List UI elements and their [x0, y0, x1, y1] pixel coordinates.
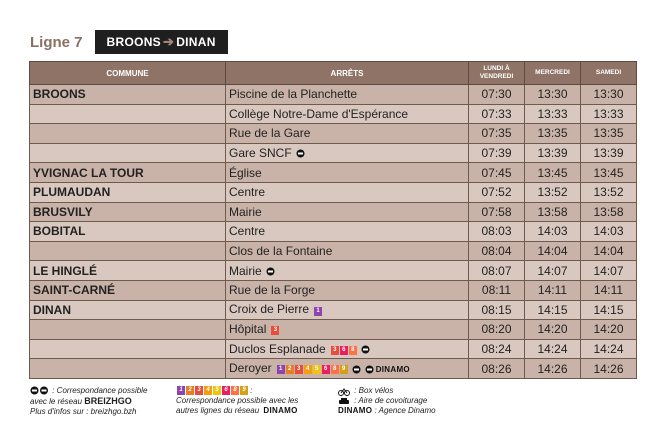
saturday-time: 14:24 — [581, 339, 637, 359]
stop-cell: Mairie — [226, 261, 469, 281]
table-row — [30, 261, 637, 281]
commune-cell: LE HINGLÉ — [30, 261, 226, 281]
commune-cell — [30, 241, 226, 261]
line-badge: 6 — [322, 365, 330, 374]
table-row — [30, 320, 637, 340]
table-row — [30, 163, 637, 183]
wednesday-time: 13:52 — [525, 182, 581, 202]
line-badge: 1 — [277, 365, 285, 374]
bike-box-icon — [338, 386, 350, 396]
commune-cell — [30, 339, 226, 359]
saturday-time: 14:07 — [581, 261, 637, 281]
route-to: DINAN — [176, 35, 216, 49]
weekday-time: 08:15 — [469, 300, 525, 320]
table-row — [30, 300, 637, 320]
col-commune: COMMUNE — [30, 62, 226, 85]
saturday-time: 13:58 — [581, 202, 637, 222]
line-badge: 4 — [304, 365, 312, 374]
dinamo-logo: DINAMO — [263, 406, 298, 415]
table-row — [30, 222, 637, 242]
line-badge: 3 — [331, 346, 339, 355]
connection-icon — [365, 365, 374, 374]
wednesday-time: 14:24 — [525, 339, 581, 359]
line-badge: 8 — [331, 365, 339, 374]
table-row — [30, 359, 637, 379]
saturday-time: 13:33 — [581, 104, 637, 124]
col-lundi: LUNDI À VENDREDI — [469, 62, 525, 85]
wednesday-time: 13:35 — [525, 124, 581, 144]
line-badge: 3 — [271, 326, 279, 335]
col-arrets: ARRÊTS — [226, 62, 469, 85]
stop-cell: Rue de la Gare — [226, 124, 469, 144]
line-badge: 6 — [222, 386, 230, 395]
weekday-time: 08:24 — [469, 339, 525, 359]
commune-cell: YVIGNAC LA TOUR — [30, 163, 226, 183]
saturday-time: 13:52 — [581, 182, 637, 202]
commune-cell — [30, 104, 226, 124]
commune-cell: BOBITAL — [30, 222, 226, 242]
commune-cell — [30, 124, 226, 144]
route-banner — [95, 30, 228, 54]
weekday-time: 07:45 — [469, 163, 525, 183]
arrow-icon: ➔ — [163, 34, 175, 49]
wednesday-time: 14:26 — [525, 359, 581, 379]
stop-cell: Hôpital 3 — [226, 320, 469, 340]
table-row — [30, 280, 637, 300]
wednesday-time: 13:58 — [525, 202, 581, 222]
wednesday-time: 14:20 — [525, 320, 581, 340]
dinamo-logo: DINAMO — [375, 364, 410, 374]
wednesday-time: 13:33 — [525, 104, 581, 124]
weekday-time: 07:33 — [469, 104, 525, 124]
stop-cell: Centre — [226, 222, 469, 242]
carpool-icon — [338, 396, 350, 406]
table-row — [30, 124, 637, 144]
weekday-time: 07:39 — [469, 143, 525, 163]
commune-cell — [30, 359, 226, 379]
line-badge: 1 — [177, 386, 185, 395]
stop-cell: Centre — [226, 182, 469, 202]
route-from: BROONS — [106, 35, 161, 49]
stop-cell: Duclos Esplanade 3 6 8 — [226, 339, 469, 359]
breizhgo-logo: BREIZHGO — [84, 396, 132, 406]
line-badge: 2 — [286, 365, 294, 374]
stop-cell: Collège Notre-Dame d'Espérance — [226, 104, 469, 124]
legend-breizhgo: : Correspondance possible avec le réseau BREIZHGO Plus d'infos sur : breizhgo.bzh — [30, 386, 148, 416]
saturday-time: 13:39 — [581, 143, 637, 163]
line-badge: 5 — [313, 365, 321, 374]
weekday-time: 07:30 — [469, 85, 525, 105]
stop-cell: Gare SNCF — [226, 143, 469, 163]
saturday-time: 14:20 — [581, 320, 637, 340]
saturday-time: 14:15 — [581, 300, 637, 320]
saturday-time: 13:35 — [581, 124, 637, 144]
col-mercredi: MERCREDI — [525, 62, 581, 85]
table-header — [30, 62, 637, 85]
line-badge: 9 — [340, 365, 348, 374]
col-samedi: SAMEDI — [581, 62, 637, 85]
saturday-time: 13:45 — [581, 163, 637, 183]
wednesday-time: 14:04 — [525, 241, 581, 261]
wednesday-time: 13:45 — [525, 163, 581, 183]
line-badges — [330, 342, 357, 356]
line-badges — [276, 362, 348, 376]
line-badge: 1 — [314, 307, 322, 316]
commune-cell — [30, 143, 226, 163]
weekday-time: 07:52 — [469, 182, 525, 202]
line-badges — [176, 386, 248, 395]
connection-icon — [296, 149, 305, 158]
weekday-time: 08:11 — [469, 280, 525, 300]
saturday-time: 14:26 — [581, 359, 637, 379]
saturday-time: 14:03 — [581, 222, 637, 242]
title-row — [30, 30, 228, 54]
table-row — [30, 104, 637, 124]
weekday-time: 08:07 — [469, 261, 525, 281]
line-badge: 8 — [349, 346, 357, 355]
weekday-time: 08:26 — [469, 359, 525, 379]
wednesday-time: 13:39 — [525, 143, 581, 163]
stop-cell: Mairie — [226, 202, 469, 222]
wednesday-time: 13:30 — [525, 85, 581, 105]
legend-lines: 1 2 3 4 5 6 8 9 : Correspondance possible avec les autres lignes du réseau DINAMO — [176, 386, 299, 416]
table-row — [30, 241, 637, 261]
line-number: Ligne 7 — [30, 33, 83, 51]
commune-cell: DINAN — [30, 300, 226, 320]
weekday-time: 08:03 — [469, 222, 525, 242]
stop-cell: Piscine de la Planchette — [226, 85, 469, 105]
stop-cell: Clos de la Fontaine — [226, 241, 469, 261]
table-row — [30, 143, 637, 163]
wednesday-time: 14:15 — [525, 300, 581, 320]
weekday-time: 07:35 — [469, 124, 525, 144]
line-badge: 2 — [186, 386, 194, 395]
table-row — [30, 202, 637, 222]
weekday-time: 07:58 — [469, 202, 525, 222]
weekday-time: 08:04 — [469, 241, 525, 261]
line-badge: 5 — [213, 386, 221, 395]
table-row — [30, 182, 637, 202]
line-badges — [313, 303, 322, 317]
connection-icon — [30, 386, 50, 395]
timetable — [29, 61, 637, 379]
table-row — [30, 85, 637, 105]
commune-cell: BRUSVILY — [30, 202, 226, 222]
wednesday-time: 14:03 — [525, 222, 581, 242]
saturday-time: 14:11 — [581, 280, 637, 300]
dinamo-agency-logo: DINAMO — [338, 406, 373, 416]
legend-services: : Box vélos : Aire de covoiturage DINAMO : Agence Dinamo — [338, 386, 436, 416]
stop-cell: Église — [226, 163, 469, 183]
commune-cell — [30, 320, 226, 340]
weekday-time: 08:20 — [469, 320, 525, 340]
connection-icon — [352, 365, 361, 374]
wednesday-time: 14:11 — [525, 280, 581, 300]
line-badge: 8 — [231, 386, 239, 395]
line-badge: 3 — [295, 365, 303, 374]
line-badge: 9 — [240, 386, 248, 395]
stop-cell: Croix de Pierre 1 — [226, 300, 469, 320]
saturday-time: 14:04 — [581, 241, 637, 261]
line-badge: 6 — [340, 346, 348, 355]
commune-cell: BROONS — [30, 85, 226, 105]
connection-icon — [266, 267, 275, 276]
stop-cell: Deroyer 1 2 3 4 5 6 8 9 DINAMO — [226, 359, 469, 379]
saturday-time: 13:30 — [581, 85, 637, 105]
line-badge: 3 — [195, 386, 203, 395]
connection-icon — [361, 345, 370, 354]
stop-cell: Rue de la Forge — [226, 280, 469, 300]
commune-cell: PLUMAUDAN — [30, 182, 226, 202]
line-badge: 4 — [204, 386, 212, 395]
table-row — [30, 339, 637, 359]
line-badges — [270, 323, 279, 337]
commune-cell: SAINT-CARNÉ — [30, 280, 226, 300]
wednesday-time: 14:07 — [525, 261, 581, 281]
